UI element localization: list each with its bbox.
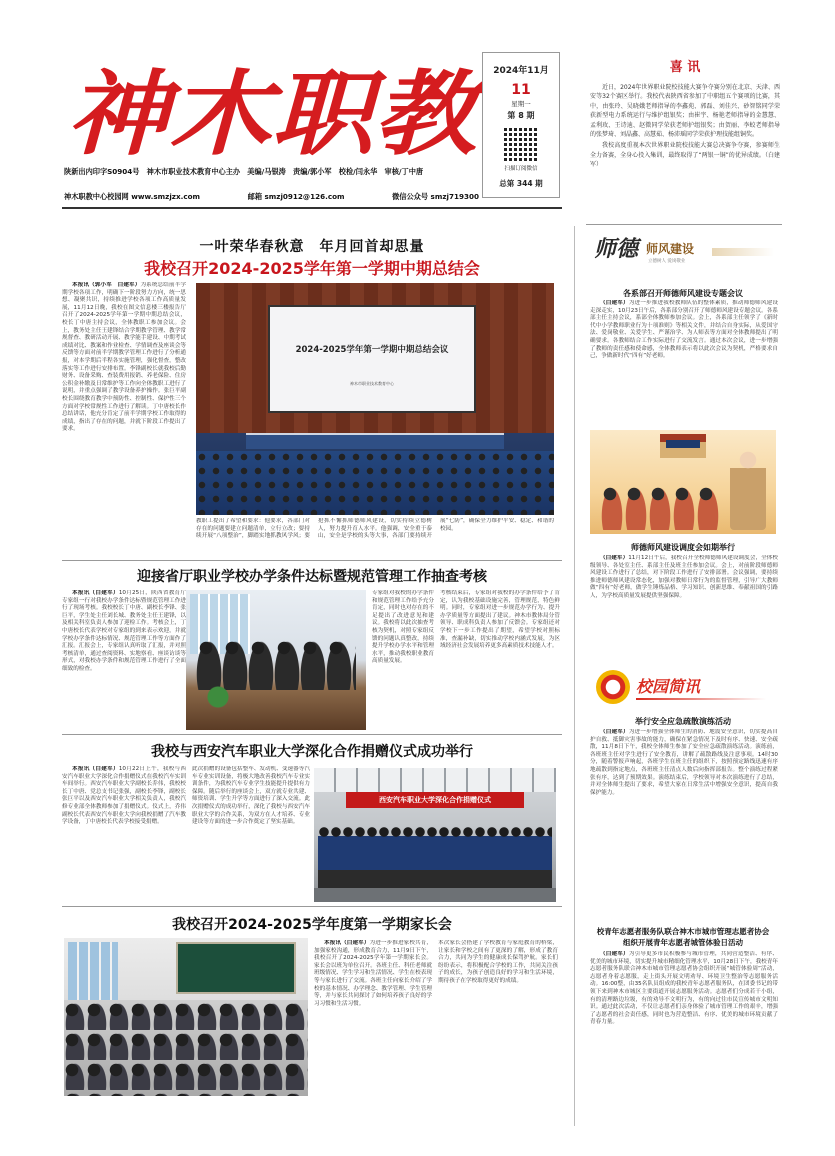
shifeng-b2-byline: （白建军） xyxy=(600,555,629,561)
screen-title: 2024-2025学年第一学期中期总结会议 xyxy=(295,345,449,355)
article3-photo xyxy=(314,768,556,902)
happy-news-title: 喜 讯 xyxy=(669,60,701,75)
xiaoyuan-b1-byline: （白建军） xyxy=(600,729,629,735)
email-text: 邮箱 smzj0912@126.com xyxy=(247,192,345,201)
shifeng-decoration xyxy=(712,248,774,256)
floor xyxy=(314,888,556,902)
stage-table xyxy=(246,433,504,449)
article1-body xyxy=(62,282,186,582)
shifeng-t1: 各系部召开师德师风建设专题会议 xyxy=(623,289,743,298)
article3-title: 我校与西安汽车职业大学深化合作捐赠仪式成功举行 xyxy=(151,744,473,760)
ceiling-lights xyxy=(314,768,556,792)
total-issue: 总第 344 期 xyxy=(499,179,543,188)
shifeng-b1-byline: （白建军） xyxy=(600,300,629,306)
article2-photo xyxy=(186,590,366,730)
article2-col3: 考核结束后，专家组对我校的办学条件给予了肯定，认为我校基础设施完善，管理规范，特色鲜明。同时，专家组对进一步规范办学行为、提升办学质量等方面提出了建议。神木市教体局分管领导、职成科负责人参加了反馈会。专家组还对学校下一步工作提出了期望，希望学校对照标准，查漏补缺，切实推动学校内涵式发展，为区域经济社会发展培养更多高素质技术技能人才。 xyxy=(440,590,560,650)
masthead-contact-line xyxy=(64,192,479,202)
xiaoyuan-t2: 校青年志愿者服务队联合神木市城市管理志愿者协会 xyxy=(596,927,770,936)
masthead-info-line: 陕新出内印字S0904号 神木市职业技术教育中心主办 美编/马银涛 责编/郭小军 校检/闫永华 审核/丁中唐 xyxy=(64,167,424,176)
wechat-text: 微信公众号 smzj719300 xyxy=(392,192,479,201)
happy-news-body-2: 我校高度重视本次世界职业院校技能大赛总决赛争夺赛，参赛师生全力备赛，全身心投入集训，最终取得了“两银一铜”的优异成绩。（白建军） xyxy=(590,142,780,169)
ceremony-banner xyxy=(346,792,524,808)
qr-code-icon xyxy=(504,127,538,161)
masthead-title: 神木职教 xyxy=(66,60,482,166)
shifeng-logo-text: 师风建设 xyxy=(646,242,695,256)
article4-byline: 本报讯（白建军） xyxy=(324,940,370,946)
students-figures xyxy=(600,484,720,530)
group-people xyxy=(318,824,552,888)
xiaoyuan-t1: 举行安全应急疏散演练活动 xyxy=(635,717,731,726)
parents-seated xyxy=(64,1000,308,1096)
divider-3 xyxy=(62,906,562,907)
article1-title: 我校召开2024-2025学年第一学期中期总结会 xyxy=(144,259,480,278)
xiaoyuan-b2 xyxy=(590,951,778,1111)
article4-title: 我校召开2024-2025学年度第一学期家长会 xyxy=(172,917,452,933)
qr-caption: 扫描订阅微信 xyxy=(504,166,538,172)
masthead-rule-right xyxy=(586,224,782,225)
happy-news-body: 近日，2024年世界职业院校技能大赛争夺赛分别在北京、天津、西安等32个赛区举行。我校代表陕西省参加了中职组五个赛项的比赛，其中，由张玲、吴晓娥老师指导的李鑫苑、郭磊、刘佳兴、砂智铭同学荣获新型电力系统运行与维护组银奖；由崔宇、杨艳老师指导的金慧慧、孟利玫、王诗迪、赵微同学荣获老师护组银奖；由贺丽、李蛟老师指导的张梦琦、刘晶鑫、高慧茹、杨沛瑶同学荣获护理技能组铜奖。 xyxy=(590,84,780,139)
shifeng-logo xyxy=(594,232,774,276)
masthead-calligraphy xyxy=(62,54,482,166)
xiaoyuan-logo-line xyxy=(636,698,766,700)
issue-date: 2024年11月 xyxy=(493,66,549,76)
audience xyxy=(196,451,554,515)
classroom-window xyxy=(68,942,118,1000)
shifeng-illustration xyxy=(590,430,776,534)
article2-col1 xyxy=(62,590,186,722)
issue-box xyxy=(482,52,560,198)
article2-title: 迎接省厅职业学校办学条件达标暨规范管理工作抽查考核 xyxy=(137,569,487,585)
shifeng-logo-sub: 立德树人 爱岗敬业 xyxy=(648,259,686,264)
issue-day: 11 xyxy=(511,82,531,98)
blackboard xyxy=(176,942,296,994)
shifeng-b1 xyxy=(590,300,778,422)
article4-col2: 本次家长会搭建了学校教育与家庭教育的桥梁，让家长和学校之间有了更深的了解，形成了教育合力，共同为学生的健康成长保驾护航。家长们纷纷表示，将积极配合学校的工作，共同关注孩子的成长，为孩子创造良好的学习和生活环境，期待孩子在学校取得更好的成绩。 xyxy=(438,940,558,984)
shifeng-logo-mark: 师德 xyxy=(594,236,639,262)
article4-col1 xyxy=(314,940,432,1108)
article3-col2: 此次捐赠的设备包括整车、发动机、变速器等汽车专业实训设备，将极大地改善我校汽车专业实训条件，为我校汽车专业学生技能提升提供有力保障。随后举行的座谈会上，双方就专业共建、师资培训、学生升学等方面进行了深入交流。此次捐赠仪式的成功举行，深化了我校与西安汽车职业大学的合作关系，为双方在人才培养、专业建设等方面的进一步合作奠定了坚实基础。 xyxy=(192,766,310,826)
shifeng-b2 xyxy=(590,555,778,663)
masthead-logo xyxy=(62,54,482,166)
xiaoyuan-b2-text: 为引导更多市民积极参与城市管理，共同营造整洁、有序、优美的城市环境，切实提升城市精细化管理水平，10月28日下午，我校青年志愿者服务队联合神木市城市管理志愿者协会组织开展“城管体验周”活动，志愿者身着志愿服，走上街头开展文明劝导、环境卫生整治等志愿服务活动。16:00整，由35名队员组成的我校青年志愿者服务队，在团委书记的带领下来到神木市城区主要街道开展志愿服务活动。志愿者们分成若干小组，有的清理路边垃圾，有的劝导不文明行为，有的向过往市民宣传城市文明知识。通过此次活动，不仅让志愿者们亲身体验了城市管理工作的艰辛，增强了志愿者的社会责任感，同时也为营造整洁、有序、优美的城市环境贡献了青春力量。 xyxy=(590,951,778,1026)
teacher-figure xyxy=(730,450,766,530)
xiaoyuan-t2b: 组织开展青年志愿者城管体验日活动 xyxy=(623,938,743,947)
masthead-rule xyxy=(62,207,562,209)
divider-1 xyxy=(62,560,562,561)
shifeng-b1-text: 为进一步推进我校教师队伍的整体素质，推动师德师风建设走深走实，10月23日午后，各系部分别召开了师德师风建设专题会议。各系部主任主持会议，系部全体教师参加会议。会上，各系部主任领学了《新时代中小学教师职业行为十项准则》等相关文件，并结合自身实际，从爱国守法、爱岗敬业、关爱学生、严谨治学、为人师表等方面对全体教师提出了明确要求。各教师结合工作实际进行了交流发言。通过本次会议，进一步增强了教师的责任感和使命感，全体教师表示将以此次会议为契机，严格要求自己，争做新时代“四有”好老师。 xyxy=(590,300,778,360)
article3-text: 10月22日上午，我校与西安汽车职业大学深化合作捐赠仪式在我校汽车实训车间举行。西安汽车职业大学副校长乔伟，我校校长丁中唐、党总支书记张强，副校长李锋，副校长张巨平以及西安汽车职业大学相关负责人，我校汽修专业部全体教师参加了捐赠仪式。仪式上，乔伟副校长代表西安汽车职业大学向我校捐赠了汽车教学设备，丁中唐校长代表学校接受捐赠。 xyxy=(62,766,186,826)
xiaoyuan-b2-byline: （白建军） xyxy=(600,951,629,957)
article3-byline: 本报讯（白建军） xyxy=(72,766,119,772)
article4-text: 为进一步推进家校共育，加强家校沟通，形成教育合力，11月9日下午，我校召开了2024-2025学年第一学期家长会。家长会以班为单位召开。各班主任、科任老师就班级情况、学生学习和生活情况、学生在校表现等与家长进行了交流。各班主任向家长介绍了学校的基本情况、办学理念、教学管理、学生管理等，并与家长共同探讨了如何培养孩子良好的学习习惯和生活习惯。 xyxy=(314,940,432,1007)
xiaoyuan-b1-text: 为进一步增强全体师生的消防、地震安全意识，切实提高自护自救、抵御灾害事故的能力，确保在紧急情况下及时有序、快速、安全疏散，11月8日下午，我校全体师生参加了安全应急疏散演练活动。演练前，各班班主任对学生进行了安全教育，讲解了疏散路线及注意事项。14时30分，随着警报声响起，各班学生在班主任的组织下，按照预定路线迅速有序地疏散到指定地点，各班班主任清点人数后向指挥部报告。整个演练过程紧张有序，达到了预期效果。演练结束后，学校领导对本次演练进行了总结，并对全体师生提出了要求，希望大家在日常生活中增强安全意识，提高自我保护能力。 xyxy=(590,729,778,796)
article2-col2: 专家组对我校的办学条件和规范管理工作给予充分肯定，同时也对存在的不足提出了改进意见和建议。我校将以此次抽查考核为契机，对照专家组反馈的问题认真整改，持续提升学校办学水平和管理水平，推动我校职业教育高质量发展。 xyxy=(372,590,434,665)
projection-screen xyxy=(268,305,476,413)
xiaoyuan-logo-text: 校园简讯 xyxy=(636,677,701,696)
screen-subtitle: 神木市职业技术教育中心 xyxy=(350,381,394,386)
shifeng-b2-text: 11月12日午后，我校召开全校师德师风建设调度会，全体校级领导、各处室主任、系部主任及班主任参加会议。会上，对前阶段师德师风建设工作进行了总结，对下阶段工作进行了安排部署。会议强调，要持续推进师德师风建设常态化，加强对教师日常行为的监督管理，引导广大教师做“四有”好老师，做学生锤炼品格、学习知识、创新思维、奉献祖国的引路人，为学校高质量发展提供坚强保障。 xyxy=(590,555,778,599)
article4-photo xyxy=(64,938,308,1096)
article1-text: 为系统总结前半学期学校各项工作，明确下一阶段努力方向，统一思想、凝聚共识，持续推进学校各项工作高质量发展，11月12日晚，我校在图文信息楼三楼报告厅召开了2024-2025学年第一学期中期总结会议，校长丁中唐主持会议，全体教职工参加会议。会上，教务处主任王建锋结合学期教学管理、教学常规督查、教研活动开展、教学能手建设、中期考试成绩对比、教案和作业检查、学情调查及座谈会等反馈等方面对前半学期教学管理工作进行了分析通报，对本学期后半程各实施管理，强化督查，整改落实等工作进行安排布置。李锋副校长就我校后勤财务、设备采购、查装费用报销、养老保险、住房公积金补缴及日常维护等工作向全体教职工进行了说明，并重点强调了教学设备养护操作。张巨平副校长围绕教育教学中预防性、控制性、保护性三个方面对学校常规性工作进行了解读。丁中唐校长作总结讲话，他充分肯定了前半学期学校工作取得的成绩，指出了存在的问题，并就下阶段工作提出了要求。 xyxy=(62,282,186,433)
column-separator xyxy=(574,226,575,1126)
article3-col1 xyxy=(62,766,186,902)
xiaoyuan-logo xyxy=(596,668,776,706)
article2-text: 10月25日，陕西省教育厅专家组一行对我校办学条件达标暨规范管理工作进行了现场考核。我校校长丁中唐、副校长李锋、张巨平，学生处主任刘长城、教务处主任王建锋，以及相关科室负责人参加了迎检工作。考核会上，丁中唐校长代表学校对专家组的到来表示欢迎，并就学校办学条件达标情况、规范管理工作等方面作了汇报。汇报会上，专家组认真听取了汇报，并对照考核清单，通过查阅资料、实地察看、座谈访谈等形式，对我校办学条件和规范管理工作进行了全面细致的检查。 xyxy=(62,590,186,672)
issue-weekday: 星期一 xyxy=(511,100,531,108)
divider-2 xyxy=(62,734,562,735)
issue-number: 第 8 期 xyxy=(507,111,535,120)
website-text: 神木职教中心校园网 www.smzjzx.com xyxy=(64,192,201,201)
article1-kicker: 一叶荣华春秋意 年月回首却思量 xyxy=(199,239,425,255)
pavilion-sign xyxy=(666,440,700,448)
banner-text: 西安汽车职业大学深化合作捐赠仪式 xyxy=(379,796,491,804)
shifeng-t2: 师德师风建设调度会如期举行 xyxy=(631,543,735,552)
article1-tail: 教职工提出了希望和要求：他要求，各部门对存在的问题要建立问题清单，立行立改；要持续开展“八项整治”，脚踏实地抓教风学风；要抢抓不懈抓师德师风建设，切实持续立德树人，努力提升育人水平。他强调，安全重于泰山，安全是学校的头等大事，各部门要持续开展“七防”，确保全力维护平安、稳定、和谐的校园。 xyxy=(196,518,554,540)
happy-news xyxy=(590,56,780,226)
plant xyxy=(206,682,230,712)
xiaoyuan-logo-icon xyxy=(596,670,630,704)
article1-photo xyxy=(196,283,554,515)
article1-byline: 本报讯（郭小军 白建军） xyxy=(72,282,141,288)
xiaoyuan-b1 xyxy=(590,729,778,911)
article2-byline: 本报讯（白建军） xyxy=(72,590,119,596)
